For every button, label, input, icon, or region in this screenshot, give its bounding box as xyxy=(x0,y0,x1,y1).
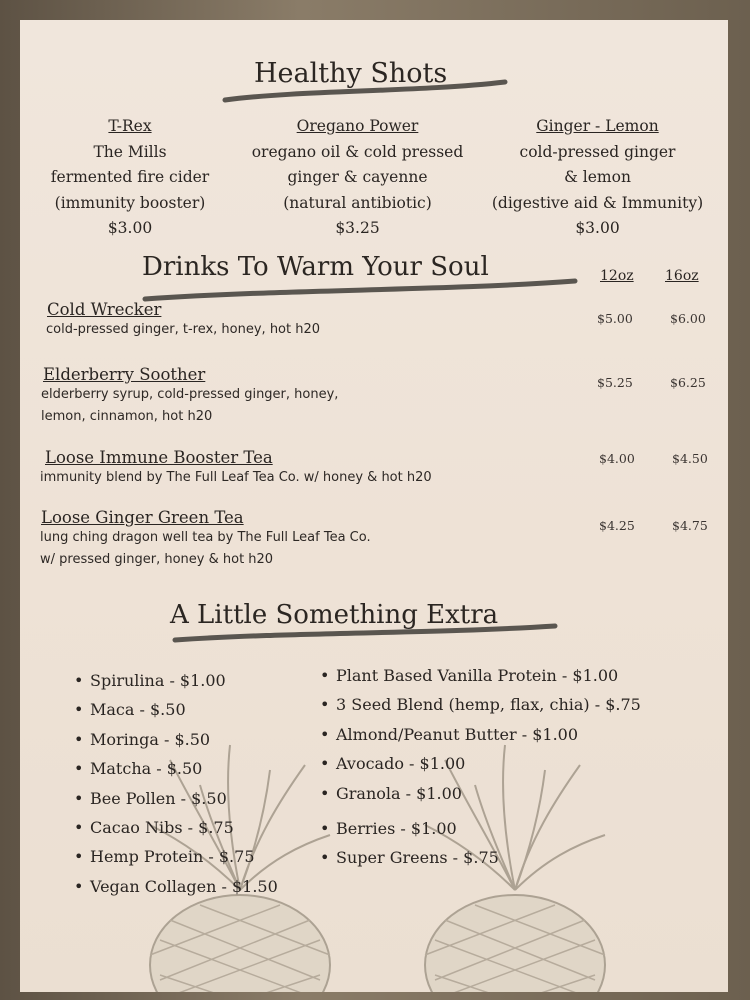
shot-line: (digestive aid & Immunity) xyxy=(491,193,704,212)
shot-line: fermented fire cider xyxy=(50,168,210,186)
drink-price-12oz: $5.00 xyxy=(597,311,633,326)
drink-desc: lung ching dragon well tea by The Full Leaf Tea Co. xyxy=(40,530,371,545)
list-item: • Berries - $1.00 xyxy=(320,818,457,838)
extra-item: Bee Pollen - $.50 xyxy=(90,788,227,808)
list-item: • 3 Seed Blend (hemp, flax, chia) - $.75 xyxy=(320,695,641,715)
drink-price-16oz: $4.75 xyxy=(672,518,708,533)
drink-price-16oz: $4.50 xyxy=(672,451,708,466)
list-item: • Matcha - $.50 xyxy=(74,759,203,779)
menu-board xyxy=(20,20,728,992)
drink-desc: cold-pressed ginger, t-rex, honey, hot h20 xyxy=(46,322,321,337)
extra-item: Vegan Collagen - $1.50 xyxy=(90,876,278,896)
extra-item: Super Greens - $.75 xyxy=(336,848,499,868)
drink-price-16oz: $6.00 xyxy=(670,311,706,326)
list-item: • Granola - $1.00 xyxy=(320,783,462,803)
extra-item: Almond/Peanut Butter - $1.00 xyxy=(336,724,579,744)
drink-name: Loose Immune Booster Tea xyxy=(45,448,273,467)
list-item: • Vegan Collagen - $1.50 xyxy=(74,876,278,896)
shot-line: The Mills xyxy=(93,142,167,161)
list-item: • Maca - $.50 xyxy=(74,700,186,720)
shot-line: & lemon xyxy=(564,168,631,186)
drink-desc: elderberry syrup, cold-pressed ginger, honey, xyxy=(41,387,339,402)
shot-line: (natural antibiotic) xyxy=(283,193,432,212)
drink-price-12oz: $5.25 xyxy=(597,375,633,390)
extra-item: 3 Seed Blend (hemp, flax, chia) - $.75 xyxy=(336,695,641,715)
shot-price: $3.25 xyxy=(335,219,380,237)
list-item: • Bee Pollen - $.50 xyxy=(74,788,227,808)
extra-item: Cacao Nibs - $.75 xyxy=(90,817,234,837)
extras-title: A Little Something Extra xyxy=(170,600,499,630)
drink-name: Elderberry Soother xyxy=(43,365,206,384)
size-header-16oz: 16oz xyxy=(665,268,699,284)
shot-line: oregano oil & cold pressed xyxy=(251,142,464,161)
shot-price: $3.00 xyxy=(575,219,620,237)
healthy-shots-title: Healthy Shots xyxy=(254,58,448,89)
shot-name: Oregano Power xyxy=(296,117,419,135)
list-item: • Plant Based Vanilla Protein - $1.00 xyxy=(320,666,619,685)
drink-name: Cold Wrecker xyxy=(47,300,162,319)
extra-item: Matcha - $.50 xyxy=(90,759,203,779)
size-header-12oz: 12oz xyxy=(600,268,634,284)
list-item: • Cacao Nibs - $.75 xyxy=(74,817,234,837)
extra-item: Hemp Protein - $.75 xyxy=(90,847,255,867)
shot-line: ginger & cayenne xyxy=(287,168,428,186)
list-item: • Super Greens - $.75 xyxy=(320,848,499,868)
drink-desc: immunity blend by The Full Leaf Tea Co. w/ honey & hot h20 xyxy=(40,470,432,485)
extra-item: Avocado - $1.00 xyxy=(336,754,466,774)
extras-list-left xyxy=(74,666,278,901)
drink-desc: lemon, cinnamon, hot h20 xyxy=(41,409,213,424)
drinks-title: Drinks To Warm Your Soul xyxy=(142,252,489,282)
drink-desc: w/ pressed ginger, honey & hot h20 xyxy=(40,552,274,567)
extra-item: Spirulina - $1.00 xyxy=(90,671,226,690)
shot-line: cold-pressed ginger xyxy=(519,142,676,161)
extra-item: Berries - $1.00 xyxy=(336,818,457,838)
list-item: • Hemp Protein - $.75 xyxy=(74,847,255,867)
drink-name: Loose Ginger Green Tea xyxy=(41,508,244,527)
list-item: • Avocado - $1.00 xyxy=(320,754,466,774)
shot-price: $3.00 xyxy=(107,219,153,237)
shot-t-rex xyxy=(25,114,235,242)
list-item: • Almond/Peanut Butter - $1.00 xyxy=(320,724,579,744)
extra-item: Moringa - $.50 xyxy=(90,729,211,749)
extra-item: Plant Based Vanilla Protein - $1.00 xyxy=(336,666,619,685)
shot-oregano-power xyxy=(235,114,480,242)
shot-ginger-lemon xyxy=(485,114,710,242)
drink-price-16oz: $6.25 xyxy=(670,375,706,390)
extra-item: Maca - $.50 xyxy=(90,700,186,720)
shot-line: (immunity booster) xyxy=(54,193,206,212)
list-item: • Moringa - $.50 xyxy=(74,729,211,749)
extra-item: Granola - $1.00 xyxy=(336,783,462,803)
shot-name: Ginger - Lemon xyxy=(536,117,659,135)
extras-list-right xyxy=(320,661,641,873)
drink-price-12oz: $4.00 xyxy=(599,451,635,466)
list-item: • Spirulina - $1.00 xyxy=(74,671,226,690)
drink-price-12oz: $4.25 xyxy=(599,518,635,533)
shot-name: T-Rex xyxy=(108,117,152,135)
